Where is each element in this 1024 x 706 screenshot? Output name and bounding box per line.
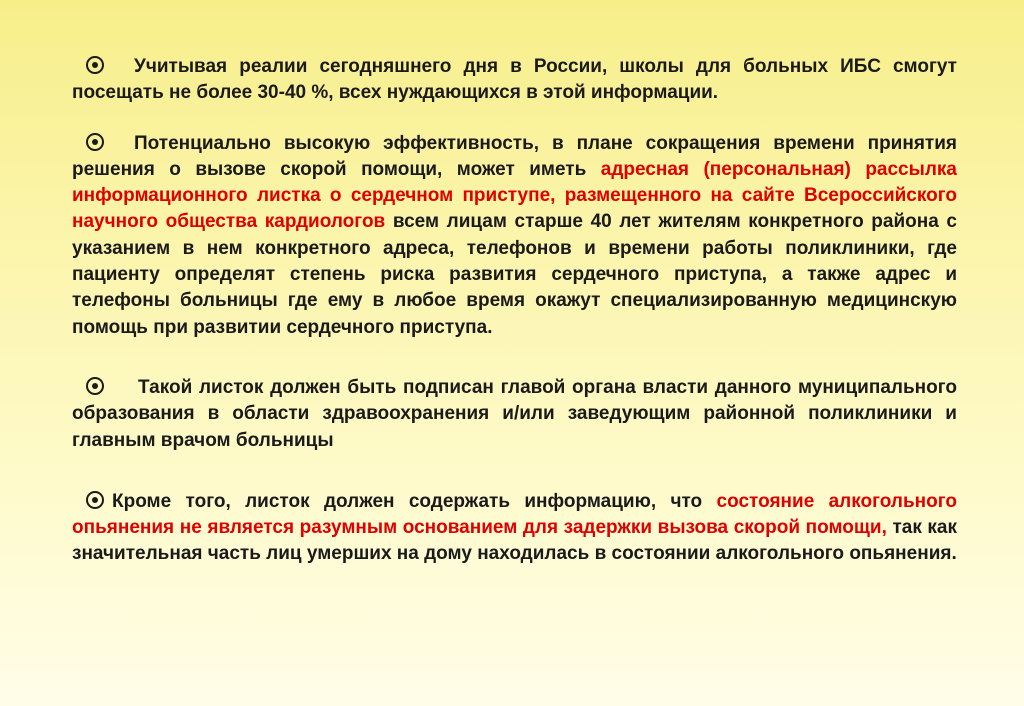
circled-dot-bullet-icon — [86, 56, 104, 74]
circled-dot-bullet-icon — [86, 491, 104, 509]
paragraph-4-highlight: состояние алкогольного опьянения не является разумным основанием для задержки вызова скорой помощи, — [72, 490, 958, 539]
paragraph-4-text-before: Кроме того, листок должен содержать информацию, что — [112, 490, 703, 512]
paragraph-4-text-after: так как значительная часть лиц умерших на дому находилась в состоянии алкогольного опьянения. — [72, 517, 958, 565]
paragraph-2-text-after: всем лицам старше 40 лет жителям конкретного района с указанием в нем конкретного адреса, телефонов и времени работы поликлиники, где пациенту определят степень риска развития сердечного приступа, а также адрес и телефоны больницы где ему в любое время окажут специализированную медицинскую помощь при развитии сердечного приступа. — [72, 211, 957, 338]
paragraph-1 — [72, 54, 957, 107]
circled-dot-bullet-icon — [86, 377, 104, 395]
slide-content — [72, 54, 957, 568]
paragraph-4 — [72, 489, 957, 568]
paragraph-3 — [72, 375, 957, 454]
paragraph-2 — [72, 131, 957, 341]
paragraph-2-highlight: адресная (персональная) рассылка информационного листка о сердечном приступе, размещенного на сайте Всероссийского научного общества кардиологов — [72, 158, 957, 233]
paragraph-2-text-before: Потенциально высокую эффективность, в плане сокращения времени принятия решения о вызове скорой помощи, может иметь — [72, 132, 957, 180]
paragraph-1-text: Учитывая реалии сегодняшнего дня в России, школы для больных ИБС смогут посещать не более 30-40 %, всех нуждающихся в этой информации. — [72, 56, 957, 104]
paragraph-3-text: Такой листок должен быть подписан главой органа власти данного муниципального образования в области здравоохранения и/или заведующим районной поликлиники и главным врачом больницы — [72, 376, 957, 451]
circled-dot-bullet-icon — [86, 133, 104, 151]
